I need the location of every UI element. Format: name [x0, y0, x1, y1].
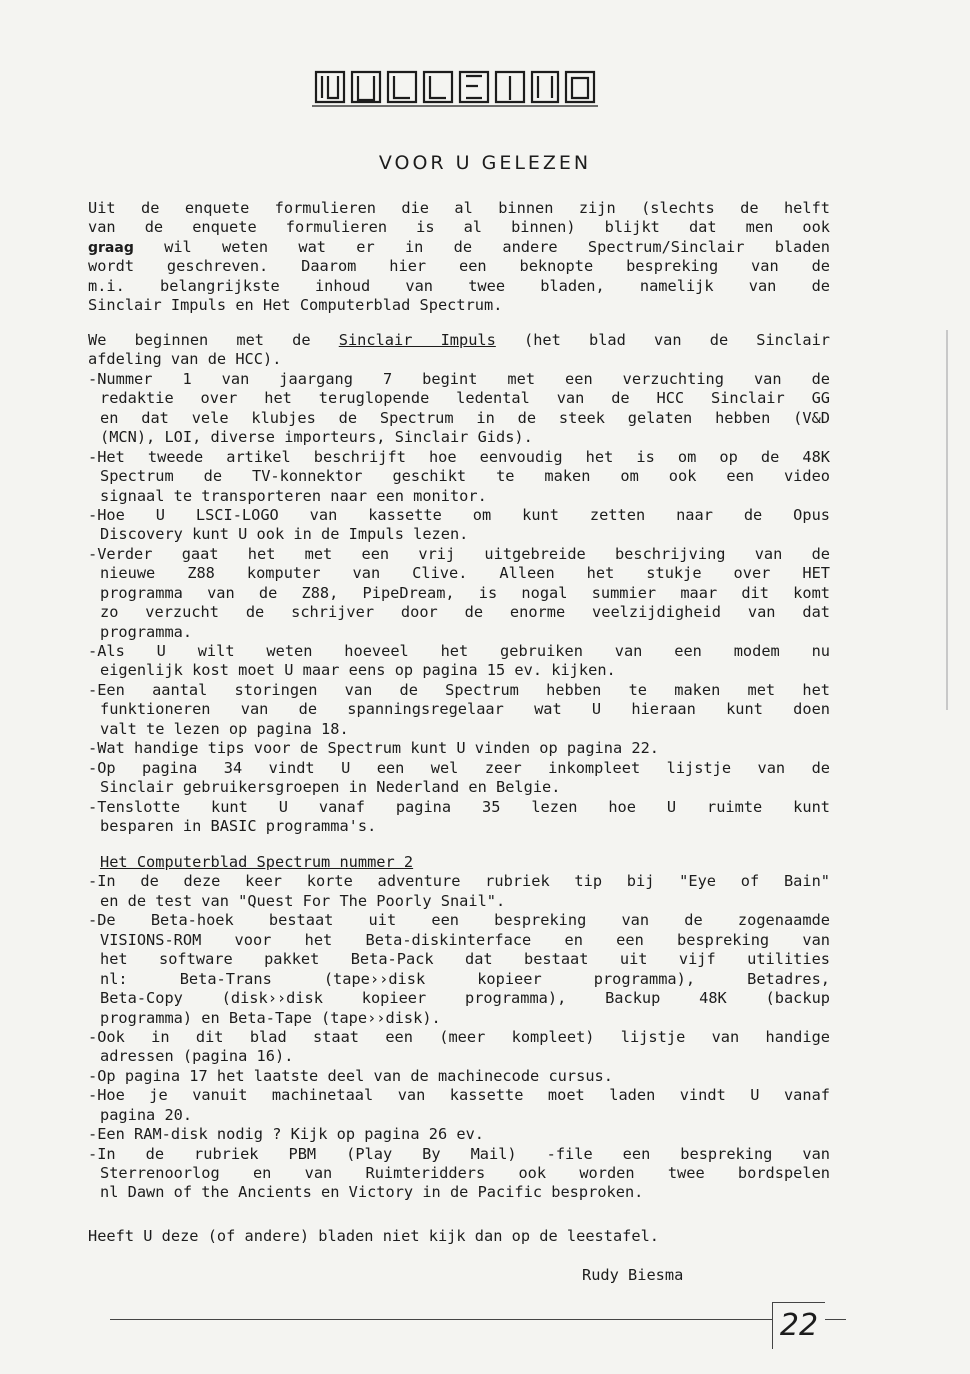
- text-line: eigenlijk kost moet U maar eens op pagina 15 ev. kijken.: [100, 661, 616, 680]
- text-line: -Nummer 1 van jaargang 7 begint met een verzuchting van de: [88, 369, 830, 388]
- text-line: -De Beta-hoek bestaat uit een bespreking van de zogenaamde: [88, 911, 830, 930]
- text-line: -Op pagina 34 vindt U een wel zeer inkompleet lijstje van de: [88, 758, 830, 777]
- text-line: nl: Beta-Trans (tape››disk kopieer programma), Betadres,: [100, 969, 830, 988]
- text-fragment: wil weten wat er in de andere Spectrum/Sinclair bladen: [133, 237, 830, 256]
- text-line: -Verder gaat het met een vrij uitgebreide beschrijving van de: [88, 544, 830, 563]
- page-title: VOOR U GELEZEN: [378, 152, 592, 174]
- magazine-title-impuls: Sinclair Impuls: [338, 331, 496, 349]
- text-line: nieuwe Z88 komputer van Clive. Alleen het stukje over HET: [100, 564, 830, 583]
- text-line: zo verzucht de schrijver door de enorme veelzijdigheid van dat: [100, 603, 830, 622]
- text-line: funktioneren van de spanningsregelaar wat U hieraan kunt doen: [100, 700, 830, 719]
- sinclair-impuls-section: [88, 331, 830, 836]
- text-line: graag wil weten wat er in de andere Spectrum/Sinclair bladen: [88, 237, 830, 256]
- text-line: -Op pagina 17 het laatste deel van de machinecode cursus.: [88, 1066, 613, 1085]
- bulletin-logo: [312, 66, 598, 110]
- text-line: Sinclair gebruikersgroepen in Nederland en Belgie.: [100, 778, 561, 797]
- text-line: redaktie over het teruglopende ledental van de HCC Sinclair GG: [100, 389, 830, 408]
- text-line: Beta-Copy (disk››disk kopieer programma), Backup 48K (backup: [100, 989, 830, 1008]
- text-line: van de enquete formulieren is al binnen) blijkt dat men ook: [88, 218, 830, 237]
- text-line: het software pakket Beta-Pack dat bestaat uit vijf utilities: [100, 950, 830, 969]
- intro-paragraph: [88, 199, 830, 316]
- text-line: nl Dawn of the Ancients en Victory in de Pacific besproken.: [100, 1183, 644, 1202]
- text-line: -In de deze keer korte adventure rubriek tip bij "Eye of Bain": [88, 872, 830, 891]
- text-line: valt te lezen op pagina 18.: [100, 719, 349, 738]
- magazine-title-computerblad: Het Computerblad Spectrum nummer 2: [100, 853, 414, 871]
- closing-block: [88, 1227, 830, 1246]
- author-block: [88, 1266, 830, 1285]
- text-line: (MCN), LOI, diverse importeurs, Sinclair Gids).: [100, 428, 533, 447]
- text-line: pagina 20.: [100, 1105, 193, 1124]
- text-line: programma) en Beta-Tape (tape››disk).: [100, 1008, 441, 1027]
- text-line: We beginnen met de Sinclair Impuls (het blad van de Sinclair: [88, 331, 830, 349]
- text-line: -Tenslotte kunt U vanaf pagina 35 lezen hoe U ruimte kunt: [88, 797, 830, 816]
- text-line: -Een aantal storingen van de Spectrum hebben te maken met het: [88, 680, 830, 699]
- scan-margin-mark: [946, 330, 948, 710]
- text-line: adressen (pagina 16).: [100, 1047, 294, 1066]
- text-line: -Wat handige tips voor de Spectrum kunt U vinden op pagina 22.: [88, 739, 659, 758]
- text-line: Sterrenoorlog en van Ruimteridders ook worden twee bordspelen: [100, 1164, 830, 1182]
- text-line: -Een RAM-disk nodig ? Kijk op pagina 26 ev.: [88, 1125, 485, 1144]
- footer-rule: [110, 1319, 846, 1320]
- computerblad-section: [88, 853, 830, 1203]
- text-line: en de test van "Quest For The Poorly Snail".: [100, 891, 506, 910]
- text-line: -In de rubriek PBM (Play By Mail) -file een bespreking van: [88, 1144, 830, 1163]
- text-line: en dat vele klubjes de Spectrum in de steek gelaten hebben (V&D: [100, 408, 830, 427]
- text-line: Discovery kunt U ook in de Impuls lezen.: [100, 525, 469, 544]
- text-line: -Het tweede artikel beschrijft hoe eenvoudig het is om op de 48K: [88, 447, 830, 466]
- text-line: Uit de enquete formulieren die al binnen zijn (slechts de helft: [88, 199, 830, 217]
- text-line: besparen in BASIC programma's.: [100, 816, 377, 835]
- closing-text: Heeft U deze (of andere) bladen niet kijk dan op de leestafel.: [88, 1227, 659, 1245]
- text-line: Sinclair Impuls en Het Computerblad Spectrum.: [88, 296, 503, 315]
- text-line: wordt geschreven. Daarom hier een beknopte bespreking van de: [88, 257, 830, 276]
- author-name: Rudy Biesma: [582, 1266, 684, 1284]
- text-line: programma.: [100, 622, 193, 641]
- text-line: afdeling van de HCC).: [88, 350, 282, 369]
- text-line: -Als U wilt weten hoeveel het gebruiken van een modem nu: [88, 642, 830, 660]
- text-line: VISIONS-ROM voor het Beta-diskinterface en een bespreking van: [100, 930, 830, 949]
- text-line: -Hoe je vanuit machinetaal van kassette moet laden vindt U vanaf: [88, 1086, 830, 1105]
- text-line: signaal te transporteren naar een monitor.: [100, 486, 487, 505]
- text-line: -Hoe U LSCI-LOGO van kassette om kunt zetten naar de Opus: [88, 505, 830, 524]
- text-line: m.i. belangrijkste inhoud van twee bladen, namelijk van de: [88, 276, 830, 295]
- text-line: programma van de Z88, PipeDream, is nogal summier maar dit komt: [100, 583, 830, 602]
- text-line: Spectrum de TV-konnektor geschikt te maken om ook een video: [100, 467, 830, 486]
- text-line: -Ook in dit blad staat een (meer kompleet) lijstje van handige: [88, 1027, 830, 1046]
- page-number: 22: [772, 1302, 825, 1349]
